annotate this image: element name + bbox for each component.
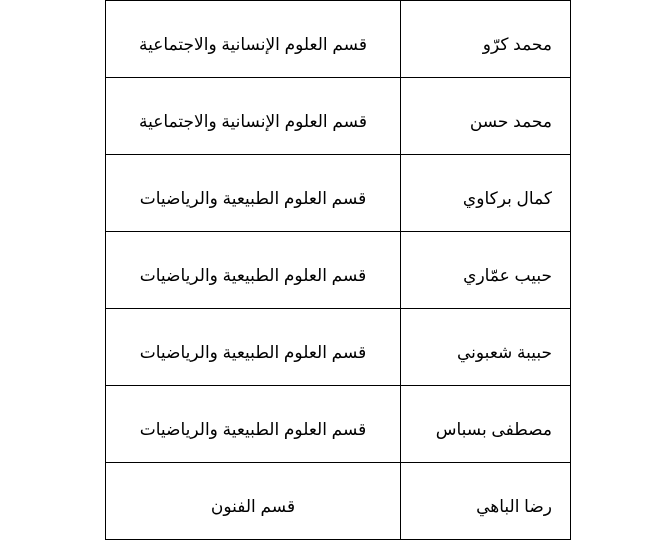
name-cell	[401, 155, 571, 232]
department-cell	[106, 386, 401, 463]
department-cell	[106, 155, 401, 232]
department-name: قسم العلوم الإنسانية والاجتماعية	[139, 112, 367, 131]
staff-name: مصطفى بسباس	[435, 420, 552, 439]
department-name: قسم العلوم الطبيعية والرياضيات	[139, 189, 367, 208]
name-cell	[401, 309, 571, 386]
department-cell	[106, 1, 401, 78]
table-row	[106, 232, 571, 309]
table-row	[106, 309, 571, 386]
table-row	[106, 155, 571, 232]
department-name: قسم العلوم الطبيعية والرياضيات	[139, 266, 367, 285]
department-cell	[106, 78, 401, 155]
staff-name: حبيبة شعبوني	[457, 343, 552, 362]
department-name: قسم العلوم الطبيعية والرياضيات	[139, 420, 367, 439]
department-cell	[106, 463, 401, 540]
staff-department-table	[105, 0, 571, 540]
staff-name: حبيب عمّاري	[463, 266, 552, 285]
department-name: قسم العلوم الإنسانية والاجتماعية	[139, 35, 367, 54]
department-cell	[106, 309, 401, 386]
table-row	[106, 78, 571, 155]
name-cell	[401, 386, 571, 463]
department-name: قسم العلوم الطبيعية والرياضيات	[139, 343, 367, 362]
table-row	[106, 386, 571, 463]
staff-name: محمد حسن	[469, 112, 552, 131]
staff-name: محمد كرّو	[482, 35, 552, 54]
department-name: قسم الفنون	[210, 497, 296, 516]
name-cell	[401, 232, 571, 309]
name-cell	[401, 78, 571, 155]
table-row	[106, 463, 571, 540]
name-cell	[401, 463, 571, 540]
name-cell	[401, 1, 571, 78]
department-cell	[106, 232, 401, 309]
staff-name: كمال بركاوي	[462, 189, 552, 208]
table-row	[106, 1, 571, 78]
staff-name: رضا الباهي	[476, 497, 552, 516]
staff-table-container	[105, 0, 569, 540]
